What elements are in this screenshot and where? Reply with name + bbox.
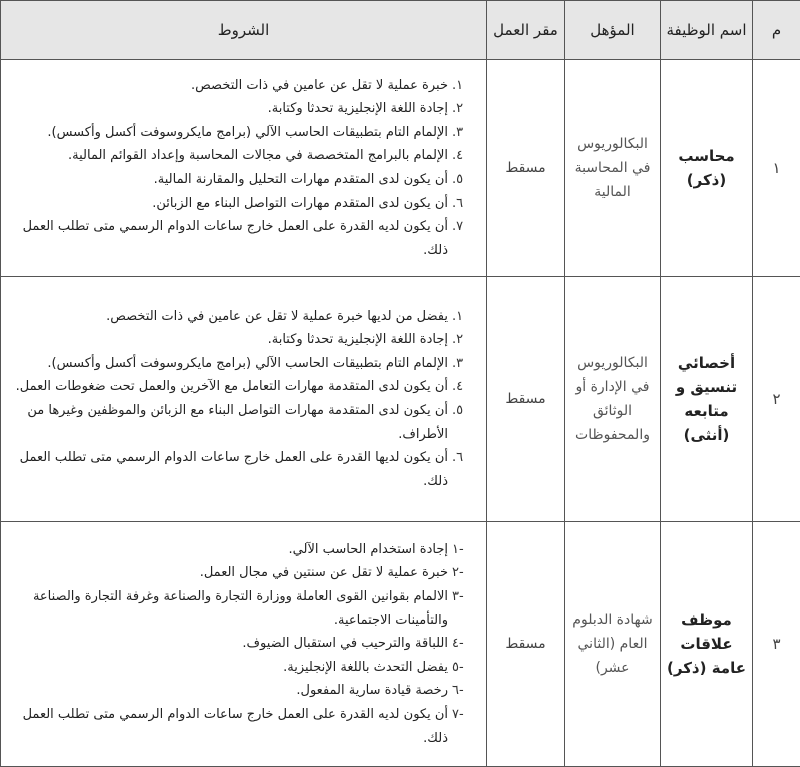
condition-item [7, 144, 478, 168]
work-location: مسقط [487, 522, 565, 767]
condition-number: ٥. [452, 168, 478, 192]
condition-number: -١ [452, 538, 478, 562]
condition-text: أن يكون لدى المتقدم مهارات التحليل والمقارنة المالية. [154, 172, 448, 187]
condition-number: -٣ [452, 585, 478, 609]
header-number: م [753, 1, 800, 60]
condition-item [7, 352, 478, 376]
qualification: البكالوريوس في الإدارة أو الوثائق والمحفوظات [565, 277, 661, 522]
condition-number: ١. [452, 74, 478, 98]
header-row [1, 1, 800, 60]
condition-number: -٤ [452, 632, 478, 656]
condition-text: أن يكون لديه القدرة على العمل خارج ساعات الدوام الرسمي متى تطلب العمل ذلك. [23, 219, 448, 258]
condition-text: رخصة قيادة سارية المفعول. [296, 683, 448, 698]
condition-number: ٣. [452, 352, 478, 376]
condition-number: ٥. [452, 399, 478, 423]
conditions-cell [1, 60, 487, 277]
condition-text: الالمام بقوانين القوى العاملة ووزارة التجارة والصناعة وغرفة التجارة والصناعة والتأمينات الاجتماعية. [33, 589, 448, 628]
condition-item [7, 192, 478, 216]
condition-text: خبرة عملية لا تقل عن عامين في ذات التخصص. [191, 78, 448, 93]
condition-number: ١. [452, 305, 478, 329]
work-location: مسقط [487, 277, 565, 522]
condition-item [7, 561, 478, 585]
condition-text: الإلمام التام بتطبيقات الحاسب الآلي (برامج مايكروسوفت أكسل وأكسس). [47, 356, 448, 371]
header-work-location: مقر العمل [487, 1, 565, 60]
condition-item [7, 168, 478, 192]
job-title: موظف علاقات عامة (ذكر) [661, 522, 753, 767]
condition-number: ٤. [452, 144, 478, 168]
header-qualification: المؤهل [565, 1, 661, 60]
condition-item [7, 121, 478, 145]
condition-item [7, 399, 478, 446]
condition-item [7, 215, 478, 262]
condition-text: أن يكون لدى المتقدم مهارات التواصل البناء مع الزبائن. [152, 196, 448, 211]
condition-text: الإلمام بالبرامج المتخصصة في مجالات المحاسبة وإعداد القوائم المالية. [68, 148, 448, 163]
condition-number: ٧. [452, 215, 478, 239]
work-location: مسقط [487, 60, 565, 277]
condition-item [7, 74, 478, 98]
conditions-cell [1, 277, 487, 522]
condition-number: -٥ [452, 656, 478, 680]
table-row [1, 60, 800, 277]
condition-item [7, 328, 478, 352]
condition-text: إجادة استخدام الحاسب الآلي. [289, 542, 448, 557]
row-number: ٢ [753, 277, 800, 522]
row-number: ٣ [753, 522, 800, 767]
condition-text: أن يكون لديه القدرة على العمل خارج ساعات الدوام الرسمي متى تطلب العمل ذلك. [23, 707, 448, 746]
conditions-cell [1, 522, 487, 767]
condition-text: إجادة اللغة الإنجليزية تحدثا وكتابة. [268, 332, 448, 347]
condition-item [7, 703, 478, 750]
header-conditions: الشروط [1, 1, 487, 60]
table-row [1, 277, 800, 522]
condition-item [7, 446, 478, 493]
condition-item [7, 585, 478, 632]
condition-text: الإلمام التام بتطبيقات الحاسب الآلي (برامج مايكروسوفت أكسل وأكسس). [47, 125, 448, 140]
condition-number: -٧ [452, 703, 478, 727]
header-job-title: اسم الوظيفة [661, 1, 753, 60]
table-row [1, 522, 800, 767]
conditions-list [7, 74, 478, 263]
condition-number: ٢. [452, 328, 478, 352]
condition-item [7, 632, 478, 656]
condition-number: ٦. [452, 192, 478, 216]
conditions-list [7, 305, 478, 494]
condition-number: -٦ [452, 679, 478, 703]
condition-text: خبرة عملية لا تقل عن سنتين في مجال العمل. [200, 565, 448, 580]
condition-item [7, 97, 478, 121]
condition-number: -٢ [452, 561, 478, 585]
condition-number: ٤. [452, 375, 478, 399]
qualification: البكالوريوس في المحاسبة المالية [565, 60, 661, 277]
job-title: محاسب (ذكر) [661, 60, 753, 277]
condition-number: ٣. [452, 121, 478, 145]
condition-item [7, 656, 478, 680]
condition-text: اللباقة والترحيب في استقبال الضيوف. [242, 636, 448, 651]
condition-number: ٦. [452, 446, 478, 470]
qualification: شهادة الدبلوم العام (الثاني عشر) [565, 522, 661, 767]
condition-item [7, 679, 478, 703]
condition-item [7, 305, 478, 329]
conditions-list [7, 538, 478, 750]
condition-text: إجادة اللغة الإنجليزية تحدثا وكتابة. [268, 101, 448, 116]
condition-text: أن يكون لدى المتقدمة مهارات التواصل البناء مع الزبائن والموظفين وغيرها من الأطراف. [27, 403, 448, 442]
condition-item [7, 538, 478, 562]
condition-text: أن يكون لدى المتقدمة مهارات التعامل مع الآخرين والعمل تحت ضغوطات العمل. [16, 379, 448, 394]
condition-item [7, 375, 478, 399]
condition-text: يفضل التحدث باللغة الإنجليزية. [283, 660, 448, 675]
condition-text: أن يكون لديها القدرة على العمل خارج ساعات الدوام الرسمي متى تطلب العمل ذلك. [20, 450, 448, 489]
condition-text: يفضل من لديها خبرة عملية لا تقل عن عامين في ذات التخصص. [106, 309, 448, 324]
job-title: أخصائي تنسيق و متابعه (أنثى) [661, 277, 753, 522]
row-number: ١ [753, 60, 800, 277]
condition-number: ٢. [452, 97, 478, 121]
